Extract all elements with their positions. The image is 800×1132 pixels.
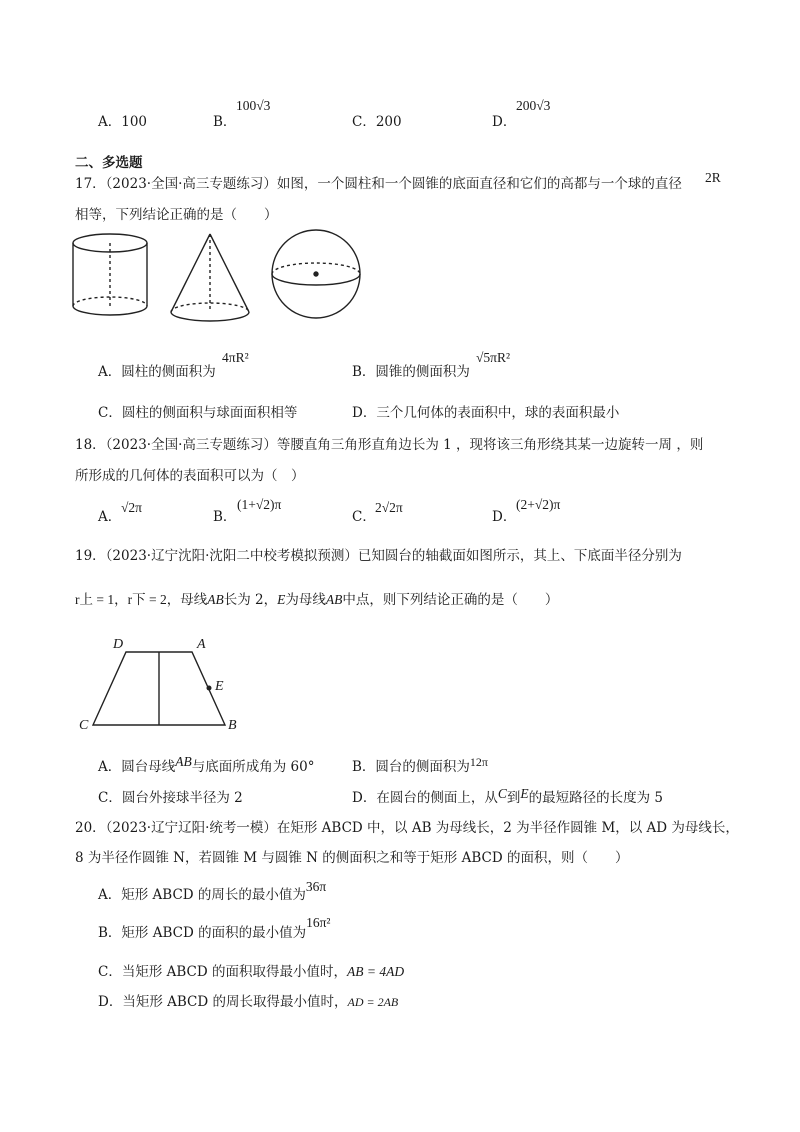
q19-stem-line1: 19．（2023·辽宁沈阳·沈阳二中校考模拟预测）已知圆台的轴截面如图所示，其上、下底面半径分别为 [75,548,682,564]
q16-option-d-math: 200√3 [516,98,551,113]
q20-option-b: B．矩形 ABCD 的面积的最小值为16π² [98,915,331,941]
q20-option-d: D．当矩形 ABCD 的周长取得最小值时，AD = 2AB [98,994,399,1010]
q16-option-a: A．100 [98,114,148,130]
q19-option-d: D．在圆台的侧面上，从C到E的最短路径的长度为 5 [352,786,663,806]
q19-option-b: B．圆台的侧面积为12π [352,755,488,775]
q19-option-c: C．圆台外接球半径为 2 [98,790,243,806]
point-e [207,686,212,691]
q17-stem-line2: 相等，下列结论正确的是（ ） [75,207,278,223]
q19-option-a: A．圆台母线AB与底面所成角为 60° [98,754,315,775]
q16-option-c: C．200 [352,114,402,130]
q17-option-b: B．圆锥的侧面积为 [352,364,470,380]
q17-option-d: D．三个几何体的表面积中，球的表面积最小 [352,405,620,421]
q17-stem-math: 2R [705,170,721,185]
q20-option-a: A．矩形 ABCD 的周长的最小值为36π [98,879,327,903]
q17-option-c: C．圆柱的侧面积与球面面积相等 [98,405,298,421]
q20-stem-line1: 20．（2023·辽宁辽阳·统考一模）在矩形 ABCD 中，以 AB 为母线长，2 为半径作圆锥 M，以 AD 为母线长， [75,820,739,836]
label-a: A [197,637,206,652]
q18-option-b-math: (1+√2)π [237,497,282,512]
label-d: D [113,637,124,652]
q16-option-b-key: B． [213,114,237,130]
q18-option-a-math: √2π [121,500,142,515]
q17-option-b-math: √5πR² [476,350,511,365]
q19-stem-line2: r上 = 1，r下 = 2，母线AB长为 2，E为母线AB中点，则下列结论正确的是（ ） [75,592,559,608]
q20-option-c: C．当矩形 ABCD 的面积取得最小值时，AB = 4AD [98,964,405,980]
q18-option-d-math: (2+√2)π [516,497,561,512]
q18-option-d-key: D． [492,509,517,525]
q17-stem-line1: 17．（2023·全国·高三专题练习）如图，一个圆柱和一个圆锥的底面直径和它们的高都与一个球的直径 [75,176,682,192]
q18-option-c-key: C． [352,509,376,525]
q20-stem-line2: 8 为半径作圆锥 N，若圆锥 M 与圆锥 N 的侧面积之和等于矩形 ABCD 的面积，则（ ） [75,850,629,866]
q18-option-a-key: A． [98,509,122,525]
label-c: C [79,718,89,733]
q16-option-d-key: D． [492,114,517,130]
q18-option-b-key: B． [213,509,237,525]
q16-option-b-math: 100√3 [236,98,271,113]
q18-stem-line2: 所形成的几何体的表面积可以为（ ） [75,468,305,484]
section-title: 二、多选题 [75,155,143,171]
q18-stem-line1: 18．（2023·全国·高三专题练习）等腰直角三角形直角边长为 1 ，现将该三角形绕其某一边旋转一周 ，则 [75,437,704,453]
q17-option-a-math: 4πR² [222,350,249,365]
q17-option-a: A．圆柱的侧面积为 [98,364,216,380]
label-b: B [228,718,237,733]
label-e: E [215,679,224,694]
q18-option-c-math: 2√2π [375,500,403,515]
